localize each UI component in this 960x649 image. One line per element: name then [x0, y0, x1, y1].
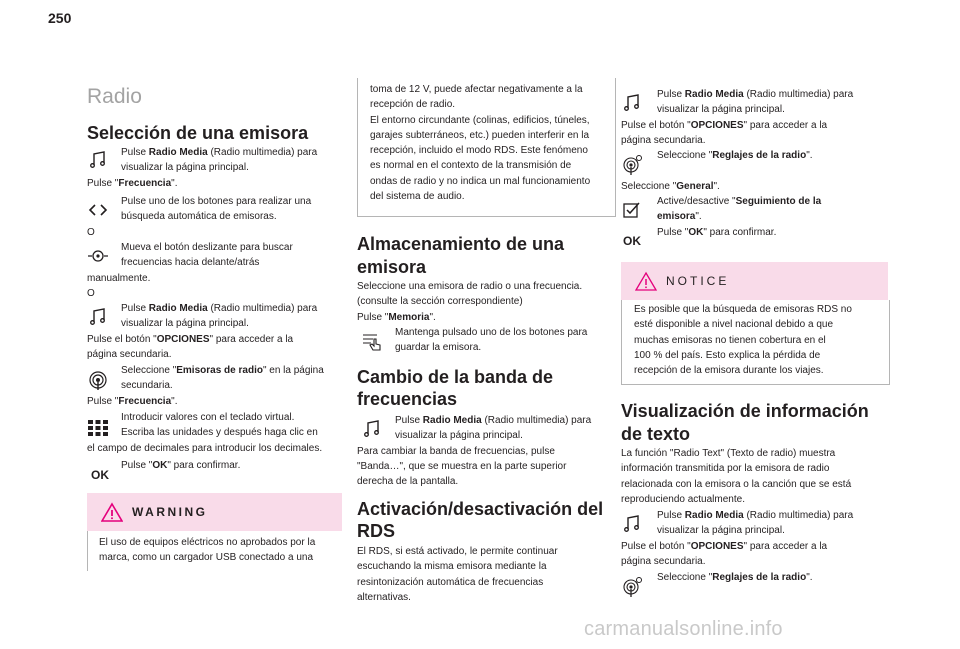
text-line: Pulse Radio Media (Radio multimedia) para — [121, 303, 318, 314]
text-line: derecha de la pantalla. — [357, 476, 459, 487]
text-line: Introducir valores con el teclado virtual. — [121, 412, 295, 423]
box-line: recepción de la emisora durante los viajes. — [634, 365, 824, 377]
box-line: muchas emisoras no tienen cobertura en el — [634, 334, 826, 346]
text-line: O — [87, 227, 95, 238]
text-line: Pulse Radio Media (Radio multimedia) para — [657, 89, 854, 100]
text-line: Mantenga pulsado uno de los botones para — [395, 327, 588, 338]
text-line: Pulse el botón "OPCIONES" para acceder a la — [621, 120, 828, 131]
slider-target-icon — [87, 245, 109, 267]
text-line: frecuencias hacia delante/atrás — [121, 257, 260, 268]
keypad-icon — [87, 417, 109, 439]
text-line: guardar la emisora. — [395, 342, 482, 353]
text-line: visualizar la página principal. — [657, 104, 785, 115]
text-line: Pulse Radio Media (Radio multimedia) para — [657, 510, 854, 521]
warning-continuation-text — [358, 78, 615, 210]
text-line: Pulse "Memoria". — [357, 312, 436, 323]
checkbox-icon — [621, 199, 643, 221]
notice-box — [621, 300, 890, 385]
box-line: es normal en el contexto de la transmisión de — [370, 160, 572, 172]
music-note-icon — [621, 92, 643, 114]
text-line: Seleccione "Emisoras de radio" en la página — [121, 365, 324, 376]
box-line: recepción, incluido el modo RDS. Este fenómeno — [370, 145, 588, 157]
heading-store-station-2: emisora — [357, 257, 427, 277]
text-line: Pulse el botón "OPCIONES" para acceder a la — [87, 334, 294, 345]
memory-hand-icon — [361, 330, 383, 352]
text-line: página secundaria. — [87, 349, 172, 360]
chevrons-left-right-icon — [87, 199, 109, 221]
text-line: Seleccione "General". — [621, 181, 720, 192]
text-line: alternativas. — [357, 592, 411, 603]
box-line: garajes subterráneos, etc.) pueden interferir en la — [370, 129, 590, 141]
box-line: Es posible que la búsqueda de emisoras RDS no — [634, 304, 852, 315]
text-line: visualizar la página principal. — [121, 318, 249, 329]
text-line: el campo de decimales para introducir los decimales. — [87, 443, 323, 454]
text-line: Pulse Radio Media (Radio multimedia) para — [395, 415, 592, 426]
box-line: 100 % del país. Esto explica la pérdida de — [634, 349, 821, 361]
box-line: ondas de radio y no indica un mal funcionamiento — [370, 175, 591, 187]
radio-settings-icon — [621, 154, 643, 176]
box-line: toma de 12 V, puede afectar negativamente a la — [370, 84, 583, 95]
heading-station-selection: Selección de una emisora — [87, 123, 309, 143]
heading-rds: Activación/desactivación del — [357, 499, 604, 519]
text-line: Seleccione "Reglajes de la radio". — [657, 572, 813, 583]
text-line: búsqueda automática de emisoras. — [121, 211, 277, 222]
text-line: manualmente. — [87, 273, 151, 284]
text-line: visualizar la página principal. — [121, 162, 249, 173]
notice-title: NOTICE — [666, 274, 730, 288]
text-line: Escriba las unidades y después haga clic en — [121, 427, 318, 438]
notice-triangle-icon — [635, 271, 657, 291]
text-line: Pulse el botón "OPCIONES" para acceder a la — [621, 541, 828, 552]
text-line: reproduciendo actualmente. — [621, 494, 745, 505]
text-line: Seleccione una emisora de radio o una frecuencia. — [357, 281, 583, 292]
text-line: relacionada con la emisora o la canción que se está — [621, 479, 852, 490]
heading-band-change: Cambio de la banda de — [357, 367, 554, 387]
text-line: Pulse Radio Media (Radio multimedia) para — [121, 147, 318, 158]
ok-icon: OK — [91, 468, 109, 482]
music-note-icon — [87, 306, 109, 328]
heading-band-change-2: frecuencias — [357, 389, 458, 409]
text-line: información transmitida por la emisora de radio — [621, 463, 830, 474]
radio-antenna-icon — [87, 369, 109, 391]
text-line: secundaria. — [121, 380, 173, 391]
ok-icon: OK — [623, 234, 641, 248]
warning-text: marca, como un cargador USB conectado a una — [99, 552, 314, 563]
text-line: Pulse "Frecuencia". — [87, 178, 178, 189]
text-line: (consulte la sección correspondiente) — [357, 296, 523, 307]
text-line: Pulse "OK" para confirmar. — [657, 227, 777, 238]
radio-settings-icon — [621, 576, 643, 598]
page-number: 250 — [48, 10, 72, 26]
box-line: El entorno circundante (colinas, edificios, túneles, — [370, 114, 590, 126]
text-line: resintonización automática de frecuencias — [357, 577, 544, 588]
text-line: escuchando la misma emisora mediante la — [357, 561, 547, 572]
text-line: página secundaria. — [621, 556, 706, 567]
warning-continuation-box — [357, 78, 616, 217]
warning-triangle-icon — [101, 502, 123, 522]
text-line: visualizar la página principal. — [395, 430, 523, 441]
text-line: El RDS, si está activado, le permite continuar — [357, 546, 558, 557]
music-note-icon — [361, 418, 383, 440]
text-line: Para cambiar la banda de frecuencias, pulse — [357, 446, 555, 457]
music-note-icon — [621, 513, 643, 535]
text-line: página secundaria. — [621, 135, 706, 146]
notice-header — [621, 262, 888, 300]
notice-text — [622, 300, 889, 384]
heading-store-station: Almacenamiento de una — [357, 234, 565, 254]
section-title-radio: Radio — [87, 85, 142, 108]
box-line: recepción de radio. — [370, 99, 456, 111]
text-line: visualizar la página principal. — [657, 525, 785, 536]
warning-header — [87, 493, 342, 531]
warning-title: WARNING — [132, 505, 208, 519]
music-note-icon — [87, 149, 109, 171]
watermark: carmanualsonline.info — [584, 618, 783, 640]
heading-text-info: Visualización de información — [621, 401, 869, 421]
warning-text: El uso de equipos eléctricos no aprobados por la — [99, 537, 316, 548]
heading-rds-2: RDS — [357, 521, 396, 541]
text-line: La función "Radio Text" (Texto de radio) muestra — [621, 448, 836, 459]
text-line: Pulse uno de los botones para realizar una — [121, 196, 312, 207]
text-line: Mueva el botón deslizante para buscar — [121, 242, 293, 253]
text-line: Pulse "Frecuencia". — [87, 396, 178, 407]
text-line: emisora". — [657, 211, 702, 222]
text-line: Active/desactive "Seguimiento de la — [657, 196, 822, 207]
box-line: esté disponible a nivel nacional debido a que — [634, 319, 834, 331]
heading-text-info-2: de texto — [621, 424, 691, 444]
text-line: Seleccione "Reglajes de la radio". — [657, 150, 813, 161]
box-border — [87, 531, 88, 571]
text-line: O — [87, 288, 95, 299]
text-line: "Banda…", que se muestra en la parte superior — [357, 461, 567, 472]
box-line: del sistema de audio. — [370, 191, 465, 203]
text-line: Pulse "OK" para confirmar. — [121, 460, 241, 471]
